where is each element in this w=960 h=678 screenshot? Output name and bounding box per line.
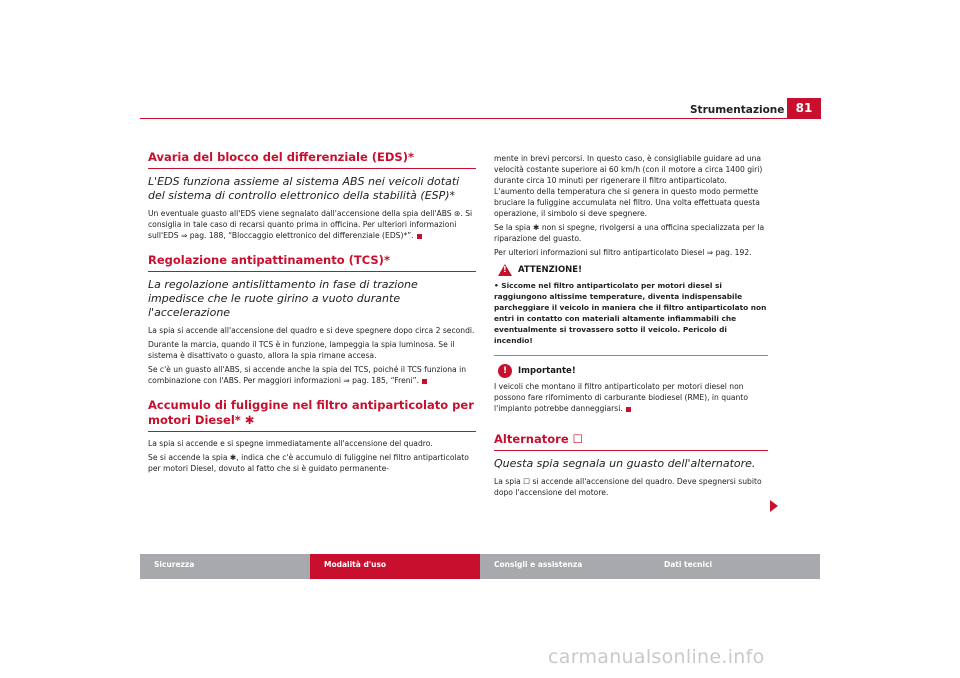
important-text-body: I veicoli che montano il filtro antiparticolato per motori diesel non possono fare rifornimento di carburante biodiesel (RME), in quanto l'impianto potrebbe danneggiarsi. xyxy=(494,382,748,413)
section-title-tcs: Regolazione antipattinamento (TCS)* xyxy=(148,253,390,267)
important-header xyxy=(494,364,768,378)
section-title-eds: Avaria del blocco del differenziale (EDS)* xyxy=(148,150,414,164)
footer-tab-sicurezza[interactable]: Sicurezza xyxy=(140,554,310,579)
section-rule xyxy=(148,168,476,169)
end-mark-icon xyxy=(422,379,427,384)
important-circle-icon: ! xyxy=(498,364,512,378)
section-subtitle-eds: L'EDS funziona assieme al sistema ABS nei veicoli dotati del sistema di controllo elettronico della stabilità (ESP)* xyxy=(148,175,460,202)
important-title: Importante! xyxy=(518,366,576,376)
end-mark-icon xyxy=(417,234,422,239)
paragraph xyxy=(148,364,476,386)
paragraph: La spia si accende all'accensione del quadro e si deve spegnere dopo circa 2 secondi. xyxy=(148,326,475,335)
paragraph-text: Se c'è un guasto all'ABS, si accende anche la spia del TCS, poiché il TCS funziona in combinazione con l'ABS. Per maggiori informazioni ⇒ pag. 185, “Freni”. xyxy=(148,365,467,385)
page-number: 81 xyxy=(787,98,821,119)
paragraph: La spia ☐ si accende all'accensione del quadro. Deve spegnersi subito dopo l'accensione del motore. xyxy=(494,477,762,497)
warning-header xyxy=(494,264,768,276)
section-title-alternator: Alternatore ☐ xyxy=(494,432,583,446)
warning-text: • Siccome nel filtro antiparticolato per motori diesel si raggiungono altissime temperature, diventa indispensabile parcheggiare il veicolo in maniera che il filtro antiparticolato non entri in contatto con materiali altamente infiammabili che eventualmente si trovassero sotto il veicolo. Pericolo di incendio! xyxy=(494,281,767,345)
section-rule xyxy=(148,271,476,272)
section-subtitle-tcs: La regolazione antislittamento in fase di trazione impedisce che le ruote girino a vuoto durante l'accelerazione xyxy=(148,278,418,319)
paragraph: mente in brevi percorsi. In questo caso, è consigliabile guidare ad una velocità costante superiore ai 60 km/h (con il motore a circa 1400 giri) durante circa 10 minuti per rigenerare il filtro antiparticolato. L'aumento della temperatura che si genera in questo modo permette bruciare la fuliggine accumulata nel filtro. Una volta effettuata questa operazione, il simbolo si deve spegnere. xyxy=(494,154,763,218)
header-rule xyxy=(140,118,820,119)
footer-tab-consigli[interactable]: Consigli e assistenza xyxy=(480,554,650,579)
header-title: Strumentazione xyxy=(690,104,785,116)
paragraph: Durante la marcia, quando il TCS è in funzione, lampeggia la spia luminosa. Se il sistema è disattivato o guasto, allora la spia rimane accesa. xyxy=(148,340,455,360)
paragraph xyxy=(148,208,476,241)
right-column xyxy=(494,153,768,510)
footer-tab-dati[interactable]: Dati tecnici xyxy=(650,554,820,579)
paragraph: Se si accende la spia ✱, indica che c'è accumulo di fuliggine nel filtro antiparticolato per motori Diesel, dovuto al fatto che si è guidato permanente- xyxy=(148,453,469,473)
paragraph: Se la spia ✱ non si spegne, rivolgersi a una officina specializzata per la riparazione del guasto. xyxy=(494,223,765,243)
section-dpf xyxy=(148,398,476,474)
section-alternator xyxy=(494,432,768,498)
section-rule xyxy=(494,450,768,451)
paragraph: La spia si accende e si spegne immediatamente all'accensione del quadro. xyxy=(148,439,433,448)
paragraph-text: Un eventuale guasto all'EDS viene segnalato dall'accensione della spia dell'ABS ⊛. Si consiglia in tale caso di recarsi quanto prima in officina. Per ulteriori informazioni sull'EDS ⇒ pag. 188, “Bloccaggio elettronico del differenziale (EDS)*”. xyxy=(148,209,473,240)
warning-text-body: Siccome nel filtro antiparticolato per motori diesel si raggiungono altissime temperature, diventa indispensabile parcheggiare il veicolo in maniera che il filtro antiparticolato non entri in contatto con materiali altamente infiammabili che eventualmente si trovassero sotto il veicolo. Pericolo di incendio! xyxy=(494,281,767,345)
paragraph: Per ulteriori informazioni sul filtro antiparticolato Diesel ⇒ pag. 192. xyxy=(494,248,752,257)
section-tcs xyxy=(148,253,476,386)
warning-triangle-icon xyxy=(498,264,512,276)
section-subtitle-alternator: Questa spia segnala un guasto dell'alternatore. xyxy=(494,457,756,470)
section-eds xyxy=(148,150,476,241)
warning-title: ATTENZIONE! xyxy=(518,265,582,275)
warning-box xyxy=(494,264,768,356)
section-rule xyxy=(148,431,476,432)
section-title-dpf: Accumulo di fuliggine nel filtro antiparticolato per motori Diesel* ✱ xyxy=(148,398,474,427)
footer-tab-modalita[interactable]: Modalità d'uso xyxy=(310,554,480,579)
left-column xyxy=(148,150,476,486)
next-page-arrow-icon[interactable] xyxy=(770,500,778,512)
end-mark-icon xyxy=(626,407,631,412)
important-text xyxy=(494,381,768,414)
watermark: carmanualsonline.info xyxy=(548,646,765,668)
